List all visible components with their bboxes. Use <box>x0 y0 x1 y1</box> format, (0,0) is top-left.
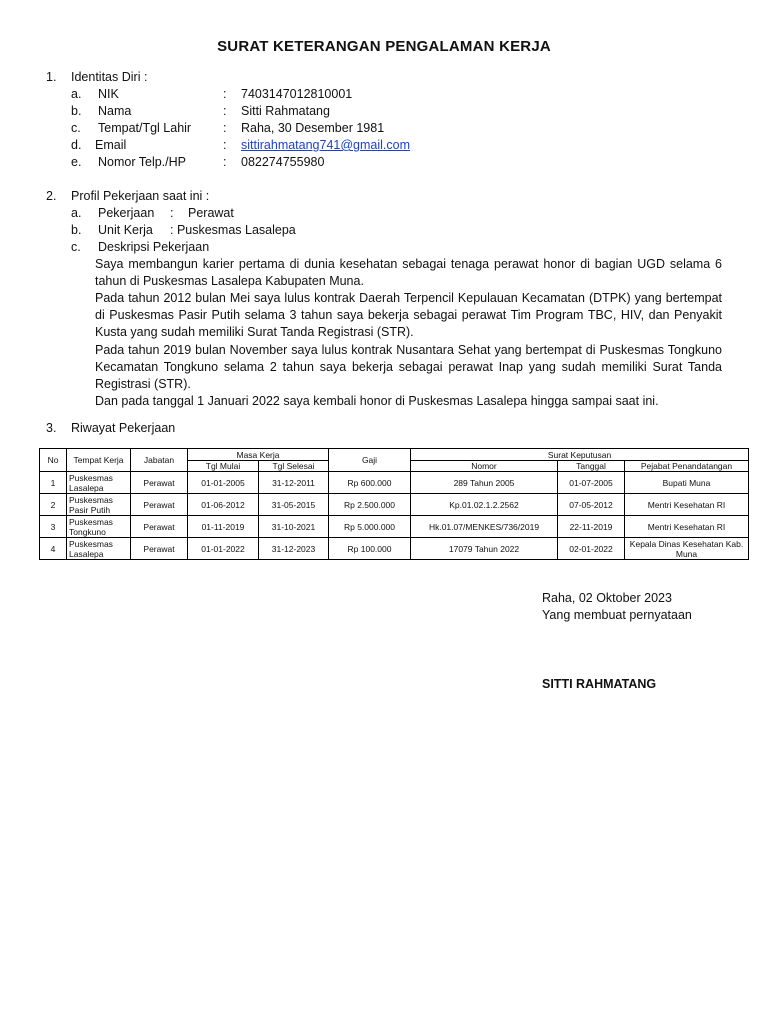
cell-jabatan: Perawat <box>131 538 188 560</box>
desc-paragraph-4: Dan pada tanggal 1 Januari 2022 saya kembali honor di Puskesmas Lasalepa hingga sampai saat ini. <box>95 394 659 408</box>
nik-label: NIK <box>98 87 119 101</box>
email-link[interactable]: sittirahmatang741@gmail.com <box>241 138 411 152</box>
job-letter: a. <box>71 206 82 220</box>
cell-gaji: Rp 5.000.000 <box>329 516 411 538</box>
cell-pejabat: Mentri Kesehatan RI <box>625 494 749 516</box>
header-surat-keputusan: Surat Keputusan <box>411 449 749 461</box>
document-title: SURAT KETERANGAN PENGALAMAN KERJA <box>217 38 551 55</box>
cell-gaji: Rp 600.000 <box>329 472 411 494</box>
birth-sep: : <box>223 121 227 135</box>
cell-nomor: Hk.01.07/MENKES/736/2019 <box>411 516 558 538</box>
email-sep: : <box>223 138 227 152</box>
unit-value: : Puskesmas Lasalepa <box>170 223 296 237</box>
name-value: Sitti Rahmatang <box>241 104 330 118</box>
name-letter: b. <box>71 104 82 118</box>
cell-tgl-mulai: 01-01-2005 <box>188 472 259 494</box>
cell-tgl-selesai: 31-05-2015 <box>259 494 329 516</box>
header-jabatan: Jabatan <box>131 449 188 472</box>
table-row <box>40 538 749 560</box>
cell-tanggal: 01-07-2005 <box>558 472 625 494</box>
header-gaji: Gaji <box>329 449 411 472</box>
cell-tgl-selesai: 31-12-2011 <box>259 472 329 494</box>
cell-nomor: 17079 Tahun 2022 <box>411 538 558 560</box>
section3-heading: Riwayat Pekerjaan <box>71 421 176 435</box>
cell-tgl-mulai: 01-11-2019 <box>188 516 259 538</box>
section1-heading: Identitas Diri : <box>71 70 148 84</box>
section3-number: 3. <box>46 421 57 435</box>
cell-tempat: Puskesmas Tongkuno <box>67 516 131 538</box>
cell-pejabat: Bupati Muna <box>625 472 749 494</box>
name-sep: : <box>223 104 227 118</box>
job-label: Pekerjaan <box>98 206 155 220</box>
cell-no: 2 <box>40 494 67 516</box>
table-row <box>40 494 749 516</box>
cell-tgl-selesai: 31-12-2023 <box>259 538 329 560</box>
signature-place-date: Raha, 02 Oktober 2023 <box>542 591 672 605</box>
desc-paragraph-1: Saya membangun karier pertama di dunia kesehatan sebagai tenaga perawat honor di bagian UGD selama 6 tahun di Puskesmas Lasalepa Kabupaten Muna. <box>95 257 722 288</box>
desc-paragraph-2: Pada tahun 2012 bulan Mei saya lulus kontrak Daerah Terpencil Kepulauan Kecamatan (DTPK) yang bertempat di Puskesmas Pasir Putih selama 3 tahun saya bekerja sebagai perawat Tim Program TBC, HIV, dan Penyakit Kusta yang sudah memiliki Surat Tanda Registrasi (STR). <box>95 291 722 339</box>
section2-heading: Profil Pekerjaan saat ini : <box>71 189 210 203</box>
birth-label: Tempat/Tgl Lahir <box>98 121 192 135</box>
table-header-row <box>40 449 749 461</box>
cell-jabatan: Perawat <box>131 516 188 538</box>
cell-gaji: Rp 100.000 <box>329 538 411 560</box>
work-history-table <box>39 448 749 560</box>
cell-no: 3 <box>40 516 67 538</box>
cell-pejabat: Kepala Dinas Kesehatan Kab. Muna <box>625 538 749 560</box>
cell-tempat: Puskesmas Lasalepa <box>67 472 131 494</box>
cell-nomor: 289 Tahun 2005 <box>411 472 558 494</box>
header-tanggal: Tanggal <box>558 461 625 472</box>
email-label: Email <box>95 138 127 152</box>
phone-letter: e. <box>71 155 82 169</box>
unit-letter: b. <box>71 223 82 237</box>
section1-number: 1. <box>46 70 57 84</box>
phone-sep: : <box>223 155 227 169</box>
table-row <box>40 472 749 494</box>
cell-nomor: Kp.01.02.1.2.2562 <box>411 494 558 516</box>
cell-no: 4 <box>40 538 67 560</box>
birth-letter: c. <box>71 121 81 135</box>
header-tgl-mulai: Tgl Mulai <box>188 461 259 472</box>
cell-no: 1 <box>40 472 67 494</box>
cell-jabatan: Perawat <box>131 472 188 494</box>
table-row <box>40 516 749 538</box>
name-label: Nama <box>98 104 132 118</box>
cell-tanggal: 22-11-2019 <box>558 516 625 538</box>
job-value: Perawat <box>188 206 234 220</box>
birth-value: Raha, 30 Desember 1981 <box>241 121 385 135</box>
nik-letter: a. <box>71 87 82 101</box>
cell-tempat: Puskesmas Lasalepa <box>67 538 131 560</box>
cell-tgl-mulai: 01-01-2022 <box>188 538 259 560</box>
cell-pejabat: Mentri Kesehatan RI <box>625 516 749 538</box>
phone-label: Nomor Telp./HP <box>98 155 186 169</box>
cell-tempat: Puskesmas Pasir Putih <box>67 494 131 516</box>
signature-role: Yang membuat pernyataan <box>542 608 692 622</box>
cell-tanggal: 07-05-2012 <box>558 494 625 516</box>
cell-jabatan: Perawat <box>131 494 188 516</box>
section2-number: 2. <box>46 189 57 203</box>
cell-gaji: Rp 2.500.000 <box>329 494 411 516</box>
header-masa-kerja: Masa Kerja <box>188 449 329 461</box>
email-letter: d. <box>71 138 82 152</box>
phone-value: 082274755980 <box>241 155 325 169</box>
desc-label: Deskripsi Pekerjaan <box>98 240 210 254</box>
signature-name: SITTI RAHMATANG <box>542 677 657 691</box>
cell-tgl-selesai: 31-10-2021 <box>259 516 329 538</box>
desc-paragraph-3: Pada tahun 2019 bulan November saya lulus kontrak Nusantara Sehat yang bertempat di Puskesmas Tongkuno Kecamatan Tongkuno selama 2 tahun saya bekerja sebagai perawat Inap yang sudah memiliki Surat Tanda Registrasi (STR). <box>95 343 722 391</box>
header-tempat: Tempat Kerja <box>67 449 131 472</box>
header-no: No <box>40 449 67 472</box>
header-nomor: Nomor <box>411 461 558 472</box>
header-pejabat: Pejabat Penandatangan <box>625 461 749 472</box>
header-tgl-selesai: Tgl Selesai <box>259 461 329 472</box>
unit-label: Unit Kerja <box>98 223 153 237</box>
nik-value: 7403147012810001 <box>241 87 353 101</box>
nik-sep: : <box>223 87 227 101</box>
desc-letter: c. <box>71 240 81 254</box>
cell-tanggal: 02-01-2022 <box>558 538 625 560</box>
cell-tgl-mulai: 01-06-2012 <box>188 494 259 516</box>
job-sep: : <box>170 206 174 220</box>
